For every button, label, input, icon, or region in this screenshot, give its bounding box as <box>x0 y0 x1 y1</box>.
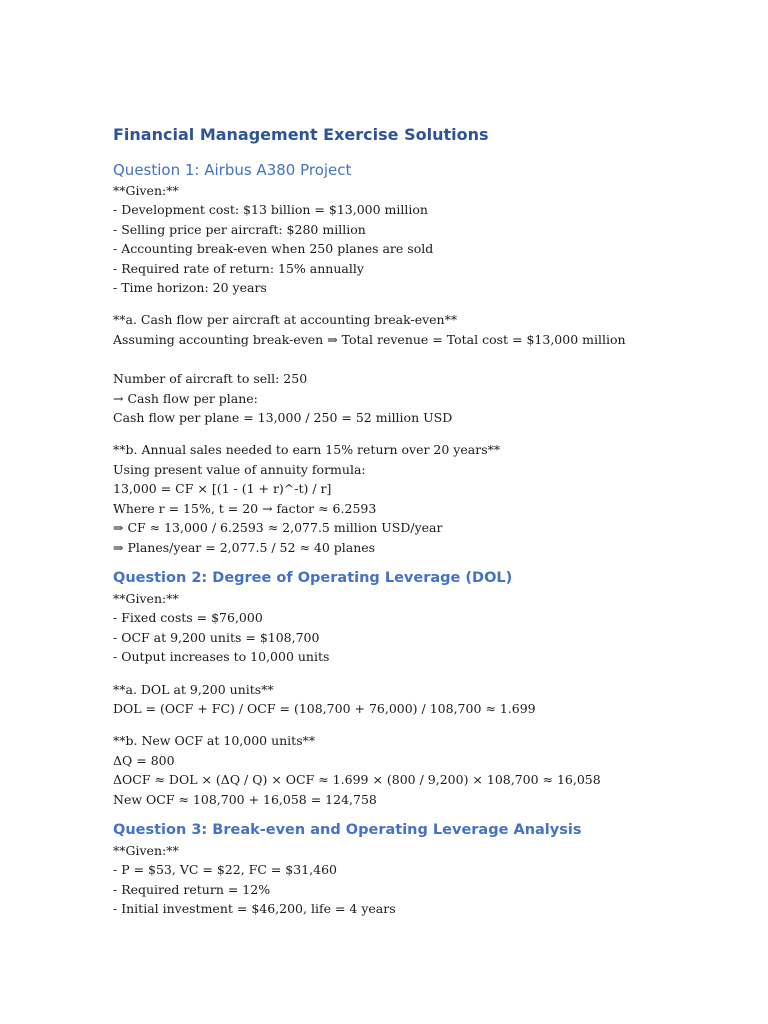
part-label: **b. New OCF at 10,000 units** <box>113 733 316 749</box>
question-2-part-a <box>113 680 733 719</box>
question-1-part-b <box>113 440 733 556</box>
document-page <box>113 122 733 919</box>
solution-line: ΔOCF ≈ DOL × (ΔQ / Q) × OCF ≈ 1.699 × (800 / 9,200) × 108,700 ≈ 16,058 <box>113 772 601 788</box>
solution-line: Cash flow per plane = 13,000 / 250 = 52 million USD <box>113 410 453 426</box>
given-label: **Given:** <box>113 590 179 606</box>
solution-line: 13,000 = CF × [(1 - (1 + r)^-t) / r] <box>113 481 332 497</box>
document-title: Financial Management Exercise Solutions <box>113 125 489 144</box>
given-item: - Selling price per aircraft: $280 million <box>113 221 366 237</box>
question-3-heading: Question 3: Break-even and Operating Leverage Analysis <box>113 821 582 838</box>
part-label: **a. Cash flow per aircraft at accounting break-even** <box>113 312 458 328</box>
solution-line: Assuming accounting break-even ⇒ Total revenue = Total cost = $13,000 million <box>113 331 626 347</box>
solution-line: Where r = 15%, t = 20 → factor ≈ 6.2593 <box>113 500 377 516</box>
given-item: - Output increases to 10,000 units <box>113 649 330 665</box>
given-item: - P = $53, VC = $22, FC = $31,460 <box>113 862 337 878</box>
solution-line: ⇒ CF ≈ 13,000 / 6.2593 ≈ 2,077.5 million USD/year <box>113 520 443 536</box>
question-1-given <box>113 181 733 297</box>
part-label: **a. DOL at 9,200 units** <box>113 681 274 697</box>
question-1-part-a <box>113 310 733 349</box>
solution-line: DOL = (OCF + FC) / OCF = (108,700 + 76,000) / 108,700 ≈ 1.699 <box>113 700 536 716</box>
solution-line: Using present value of annuity formula: <box>113 461 366 477</box>
solution-line: New OCF ≈ 108,700 + 16,058 = 124,758 <box>113 791 377 807</box>
given-item: - Accounting break-even when 250 planes are sold <box>113 241 434 257</box>
given-item: - Initial investment = $46,200, life = 4 years <box>113 901 396 917</box>
question-3-given <box>113 841 733 919</box>
question-1-part-a-continued <box>113 369 733 427</box>
given-item: - Development cost: $13 billion = $13,000 million <box>113 202 428 218</box>
part-label: **b. Annual sales needed to earn 15% return over 20 years** <box>113 442 501 458</box>
given-label: **Given:** <box>113 842 179 858</box>
given-label: **Given:** <box>113 183 179 198</box>
question-2-heading: Question 2: Degree of Operating Leverage (DOL) <box>113 569 513 586</box>
given-item: - OCF at 9,200 units = $108,700 <box>113 629 320 645</box>
question-2-given <box>113 589 733 667</box>
given-item: - Time horizon: 20 years <box>113 280 267 296</box>
solution-line: → Cash flow per plane: <box>113 390 258 406</box>
given-item: - Required return = 12% <box>113 881 271 897</box>
solution-line: ⇒ Planes/year = 2,077.5 / 52 ≈ 40 planes <box>113 539 376 555</box>
question-2-part-b <box>113 731 733 809</box>
question-1-heading: Question 1: Airbus A380 Project <box>113 161 352 179</box>
solution-line: Number of aircraft to sell: 250 <box>113 371 308 387</box>
given-item: - Fixed costs = $76,000 <box>113 610 263 626</box>
given-item: - Required rate of return: 15% annually <box>113 260 364 276</box>
solution-line: ΔQ = 800 <box>113 752 175 768</box>
